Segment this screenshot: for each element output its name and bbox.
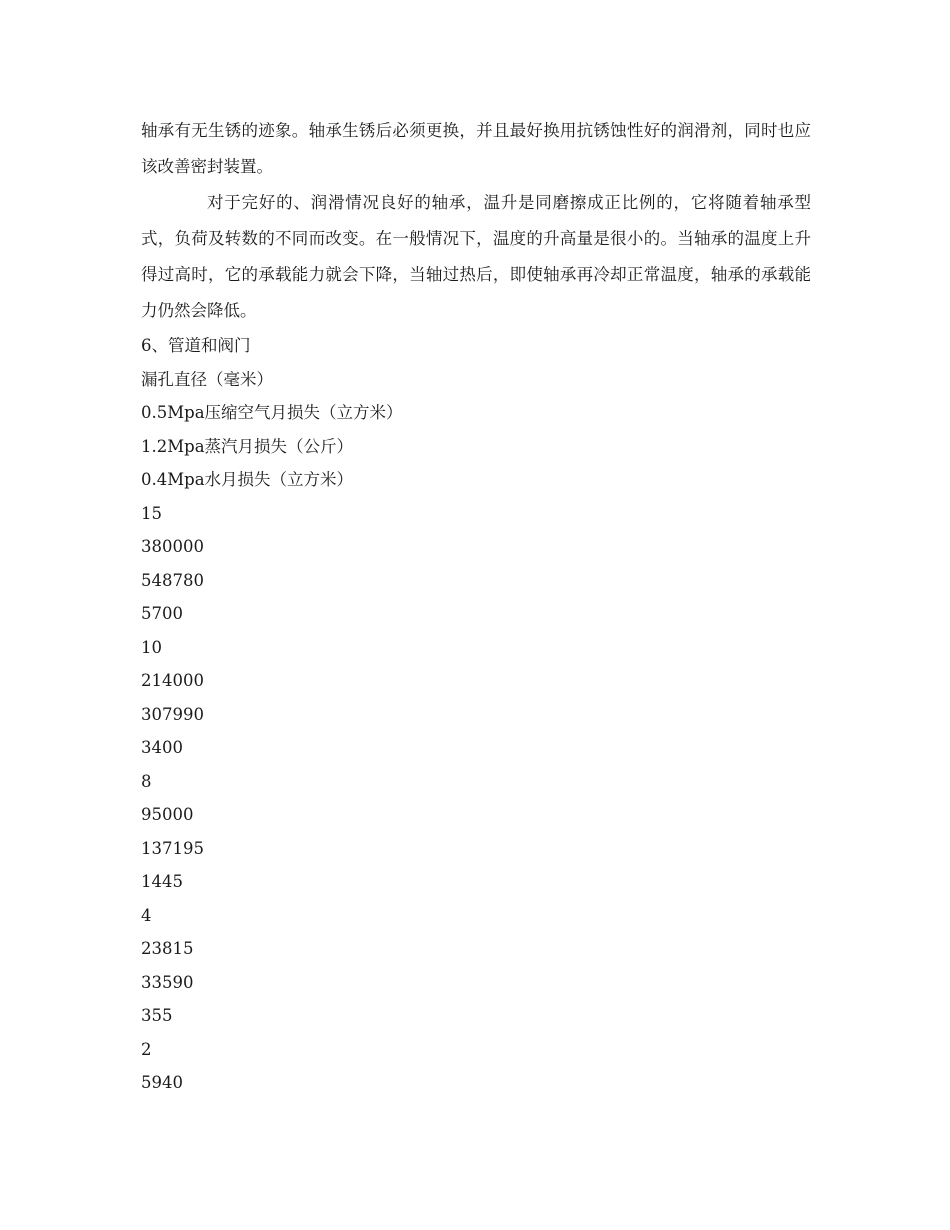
table-cell: 380000: [141, 537, 204, 556]
table-cell: 5700: [141, 604, 183, 623]
table-cell: 4: [141, 905, 152, 925]
paragraph-bearing-rust: 轴承有无生锈的迹象。轴承生锈后必须更换，并且最好换用抗锈蚀性好的润滑剂，同时也应该改善密封装置。: [141, 121, 811, 176]
paragraph-bearing-temperature: 对于完好的、润滑情况良好的轴承，温升是同磨擦成正比例的，它将随着轴承型式，负荷及转数的不同而改变。在一般情况下，温度的升高量是很小的。当轴承的温度上升得过高时，它的承载能力就会下降，当轴过热后，即使轴承再冷却正常温度，轴承的承载能力仍然会降低。: [141, 193, 811, 320]
table-cell: 2: [141, 1039, 152, 1059]
table-cell: 33590: [141, 972, 194, 992]
table-values: [141, 497, 811, 1100]
document-body: [141, 113, 811, 1100]
table-cell: 137195: [141, 838, 204, 858]
table-cell: 95000: [141, 805, 194, 824]
header-water-loss: 0.4Mpa水月损失（立方米）: [141, 470, 354, 489]
table-cell: 5940: [141, 1073, 183, 1092]
section-heading: 6、管道和阀门: [141, 336, 251, 355]
table-cell: 548780: [141, 570, 204, 590]
table-cell: 214000: [141, 671, 204, 690]
table-cell: 10: [141, 637, 162, 657]
header-air-loss: 0.5Mpa压缩空气月损失（立方米）: [141, 403, 403, 422]
header-steam-loss: 1.2Mpa蒸汽月损失（公斤）: [141, 436, 354, 456]
table-cell: 8: [141, 771, 152, 791]
table-cell: 15: [141, 503, 162, 523]
table-cell: 3400: [141, 738, 183, 757]
header-leak-diameter: 漏孔直径（毫米）: [141, 369, 273, 389]
table-cell: 1445: [141, 872, 183, 891]
table-headers: [141, 363, 811, 497]
table-cell: 307990: [141, 704, 204, 724]
table-cell: 355: [141, 1006, 173, 1025]
table-cell: 23815: [141, 939, 194, 958]
